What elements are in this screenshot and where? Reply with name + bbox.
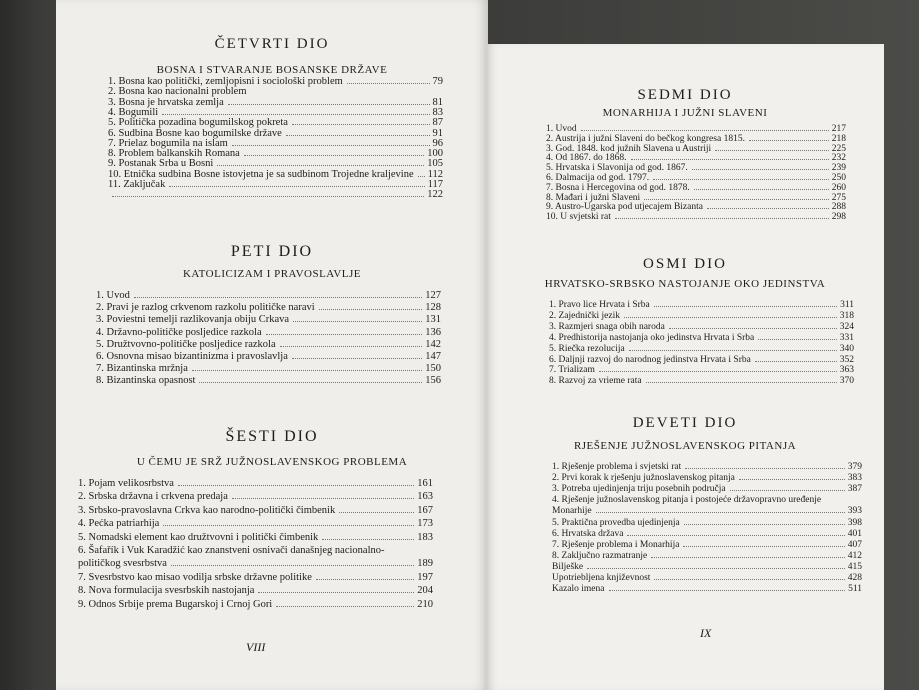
toc-entry-title: 2. Srbska državna i crkvena predaja — [78, 491, 228, 503]
toc-entry-title: 5. Hrvatska i Slavonija od god. 1867. — [546, 163, 688, 174]
toc-entry-title: 6. Osnovna misao bizantinizma i pravoslavlja — [96, 351, 288, 362]
dot-leader — [730, 490, 845, 491]
toc-page-number: 387 — [847, 484, 862, 495]
toc-entry-title: 4. Rješenje južnoslavenskog pitanja i postojeće državopravno uređenje — [552, 495, 822, 506]
toc-entry-title: Monarhije — [552, 506, 592, 517]
dot-leader — [339, 512, 414, 513]
toc-row — [549, 300, 854, 310]
toc-row — [96, 339, 441, 350]
dot-leader — [292, 358, 422, 359]
toc-row — [546, 212, 846, 222]
toc-row — [78, 599, 433, 610]
toc-entry-title: 9. Odnos Srbije prema Bugarskoj i Crnoj Gori — [78, 598, 273, 610]
toc-entry-title: 8. Zaključno razmatranje — [552, 550, 648, 561]
dot-leader — [599, 371, 837, 372]
toc-row — [546, 202, 846, 212]
toc-row — [78, 585, 433, 596]
toc-entry-title: 3. Bosna je hrvatska zemlja — [108, 96, 224, 108]
dot-leader — [651, 557, 845, 558]
dot-leader — [644, 199, 829, 200]
dot-leader — [694, 189, 829, 190]
dot-leader — [749, 140, 829, 141]
toc-entry-title: 7. Rješenje problema i Monarhija — [552, 539, 680, 550]
part6-subtitle: U ČEMU JE SRŽ JUŽNOSLAVENSKOG PROBLEMA — [136, 456, 408, 468]
toc-page-number: 260 — [831, 182, 846, 193]
toc-page-number: 163 — [417, 491, 433, 503]
toc-page-number: 105 — [427, 158, 443, 170]
dot-leader — [169, 186, 424, 187]
toc-entry-title: 5. Riečka rezolucija — [549, 343, 625, 354]
dot-leader — [258, 592, 414, 593]
part7-heading: SEDMI DIO — [637, 87, 733, 103]
dot-leader — [178, 485, 414, 486]
part5-subtitle: KATOLICIZAM I PRAVOSLAVLJE — [182, 268, 362, 280]
toc-page-number: 331 — [839, 332, 854, 343]
dot-leader — [418, 176, 425, 177]
dot-leader — [232, 498, 414, 499]
toc-page-number: 383 — [847, 473, 862, 484]
toc-row — [546, 173, 846, 183]
dot-leader — [232, 145, 430, 146]
toc-entry-title: 1. Pravo lice Hrvata i Srba — [549, 300, 650, 310]
toc-page-number: 415 — [847, 561, 862, 572]
part5-heading: PETI DIO — [230, 243, 314, 260]
toc-page-number: 298 — [831, 212, 846, 223]
toc-entry-title: 2. Austrija i južni Slaveni do bečkog kongresa 1815. — [546, 133, 745, 144]
toc-row — [552, 584, 862, 594]
toc-page-number: 142 — [425, 338, 441, 350]
dot-leader — [707, 208, 829, 209]
dot-leader — [581, 130, 829, 131]
toc-page-number: 311 — [840, 300, 854, 310]
toc-row — [552, 484, 862, 494]
part6-heading: ŠESTI DIO — [225, 428, 319, 445]
toc-page-number: 318 — [839, 310, 854, 321]
dot-leader — [316, 579, 414, 580]
toc-row — [546, 153, 846, 163]
dot-leader — [685, 468, 844, 469]
toc-entry-title: 6. Daljnji razvoj do narodnog jedinstva Hrvata i Srba — [549, 354, 751, 365]
dot-leader — [654, 306, 837, 307]
toc-entry-title: 7. Bizantinska mržnja — [96, 363, 188, 375]
toc-page-number: 112 — [427, 168, 443, 180]
toc-entry-title: 1. Pojam velikosrbstva — [78, 478, 174, 489]
toc-row — [78, 491, 433, 502]
dot-leader — [692, 169, 829, 170]
toc-entry-title: 5. Družtvovno-političke posljedice razkola — [96, 338, 276, 350]
toc-entry-title: 2. Zajednički jezik — [549, 310, 620, 321]
toc-row — [78, 545, 433, 556]
toc-entry-title: 5. Nomadski element kao družtvovni i politički čimbenik — [78, 531, 319, 543]
toc-entry-title: 11. Zaključak — [108, 179, 166, 190]
toc-row — [546, 144, 846, 154]
toc-page-number: 412 — [847, 550, 862, 561]
toc-page-number: 407 — [847, 539, 862, 550]
dot-leader — [653, 179, 829, 180]
dot-leader — [280, 346, 423, 347]
toc-entry-title: 10. Etnička sudbina Bosne istovjetna je sa sudbinom Trojedne kraljevine — [108, 168, 414, 180]
toc-row — [549, 344, 854, 354]
dot-leader — [199, 382, 422, 383]
dot-leader — [322, 539, 414, 540]
toc-page-number: 232 — [831, 153, 846, 164]
dot-leader — [162, 114, 429, 115]
toc-page-number: 156 — [425, 375, 441, 387]
dot-leader — [755, 361, 837, 362]
toc-entry-title: 3. God. 1848. kod južnih Slavena u Austriji — [546, 143, 712, 154]
toc-entry-title: 8. Razvoj za vrieme rata — [549, 376, 642, 387]
toc-page-number: 379 — [847, 462, 862, 472]
toc-entry-title: 4. Pećka patriarhija — [78, 518, 160, 530]
dot-leader — [758, 339, 836, 340]
dot-leader — [276, 606, 414, 607]
toc-entry-title: 7. Prielaz bogumila na islam — [108, 137, 228, 149]
toc-row — [552, 529, 862, 539]
toc-entry-title: 3. Srbsko-pravoslavna Crkva kao narodno-politički čimbenik — [78, 504, 336, 516]
dot-leader — [112, 196, 424, 197]
toc-page-number: 225 — [831, 143, 846, 154]
toc-entry-title: 3. Razmjeri snaga obih naroda — [549, 321, 665, 332]
part9-subtitle: RJEŠENJE JUŽNOSLAVENSKOG PITANJA — [573, 440, 797, 452]
toc-entry-title: 9. Austro-Ugarska pod utjecajem Bizanta — [546, 202, 703, 213]
toc-page-number: 81 — [432, 96, 443, 108]
toc-row — [546, 163, 846, 173]
toc-row — [549, 365, 854, 375]
toc-entry-title: 2. Bosna kao nacionalni problem — [108, 86, 247, 98]
toc-row — [552, 551, 862, 561]
toc-page-number: 122 — [427, 189, 443, 201]
toc-entry-title: političkog svesrbstva — [78, 558, 167, 570]
toc-entry-title: 8. Problem balkanskih Romana — [108, 148, 240, 160]
toc-page-number: 150 — [425, 363, 441, 375]
dot-leader — [192, 370, 422, 371]
toc-entry-title: 7. Svesrbstvo kao misao vodilja srbske državne politike — [78, 571, 312, 583]
toc-page-number: 217 — [831, 124, 846, 134]
left-page — [56, 0, 488, 690]
toc-row — [546, 183, 846, 193]
dot-leader — [587, 568, 845, 569]
dot-leader — [286, 135, 430, 136]
dot-leader — [266, 334, 423, 335]
toc-entry-title: 2. Pravi je razlog crkvenom razkolu političke naravi — [96, 302, 315, 314]
dot-leader — [228, 104, 430, 105]
toc-row — [552, 562, 862, 572]
toc-page-number: 189 — [417, 558, 433, 570]
dot-leader — [293, 321, 422, 322]
toc-page-number: 401 — [847, 528, 862, 539]
toc-entry-title: 6. Sudbina Bosne kao bogumilske države — [108, 127, 282, 139]
toc-page-number: 363 — [839, 365, 854, 376]
toc-entry-title: Upotriebljena književnost — [552, 573, 651, 583]
toc-entry-title: 7. Trializam — [549, 365, 595, 376]
toc-page-number: 128 — [425, 302, 441, 314]
toc-row — [96, 327, 441, 338]
toc-entry-title: 10. U svjetski rat — [546, 212, 611, 223]
toc-page-number: 393 — [847, 506, 862, 517]
part8-subtitle: HRVATSKO-SRBSKO NASTOJANJE OKO JEDINSTVA — [544, 278, 826, 290]
dot-leader — [609, 590, 846, 591]
toc-entry-title: Bilješke — [552, 561, 584, 572]
toc-page-number: 370 — [839, 376, 854, 387]
toc-row — [546, 124, 846, 134]
dot-leader — [319, 309, 423, 310]
dot-leader — [646, 382, 837, 383]
part7-subtitle: MONARHIJA I JUŽNI SLAVENI — [602, 107, 768, 119]
toc-entry-title: 1. Bosna kao politički, zemljopisni i sociološki problem — [108, 76, 343, 87]
dot-leader — [684, 524, 845, 525]
toc-page-number: 167 — [417, 504, 433, 516]
toc-entry-title: 1. Uvod — [546, 124, 577, 134]
toc-row — [78, 518, 433, 529]
toc-entry-title: 3. Potreba ujedinjenja triju posebnih područja — [552, 484, 726, 495]
toc-page-number: 288 — [831, 202, 846, 213]
toc-entry-title: 5. Politička pozadina bogumilskog pokreta — [108, 117, 288, 129]
toc-page-number: 79 — [432, 76, 443, 87]
toc-page-number: 511 — [848, 584, 862, 595]
toc-entry-title: 8. Mađari i južni Slaveni — [546, 192, 641, 203]
toc-row — [552, 506, 862, 516]
toc-row — [552, 462, 862, 472]
toc-page-number: 83 — [432, 106, 443, 118]
toc-entry-title: Kazalo imena — [552, 584, 605, 595]
dot-leader — [715, 150, 829, 151]
dot-leader — [217, 165, 424, 166]
dot-leader — [163, 525, 414, 526]
toc-entry-title: 1. Rješenje problema i svjetski rat — [552, 462, 682, 472]
toc-row — [549, 376, 854, 386]
right-page — [486, 44, 884, 690]
dot-leader — [171, 565, 414, 566]
toc-page-number: 275 — [831, 192, 846, 203]
part8-heading: OSMI DIO — [643, 256, 727, 272]
toc-page-number: 197 — [417, 571, 433, 583]
toc-page-number: 173 — [417, 518, 433, 530]
dot-leader — [654, 579, 844, 580]
toc-page-number: 239 — [831, 163, 846, 174]
toc-page-number: 96 — [432, 137, 443, 149]
dot-leader — [627, 535, 844, 536]
toc-row — [552, 473, 862, 483]
dot-leader — [615, 218, 829, 219]
toc-row — [552, 573, 862, 583]
toc-row — [546, 134, 846, 144]
dot-leader — [134, 297, 422, 298]
toc-entry-title: 6. Hrvatska država — [552, 528, 624, 539]
toc-row — [546, 193, 846, 203]
toc-entry-title: 4. Državno-političke posljedice razkola — [96, 326, 262, 338]
toc-entry-title: 8. Nova formulacija svesrbskih nastojanja — [78, 585, 255, 597]
toc-page-number: 352 — [839, 354, 854, 365]
toc-row — [78, 558, 433, 569]
toc-page-number: 161 — [417, 478, 433, 489]
toc-row — [96, 290, 441, 301]
dot-leader — [669, 328, 837, 329]
dot-leader — [683, 546, 844, 547]
dot-leader — [347, 83, 430, 84]
toc-page-number: 91 — [432, 127, 443, 139]
toc-page-number: 147 — [425, 351, 441, 362]
toc-row — [96, 375, 441, 386]
toc-row — [78, 572, 433, 583]
toc-row — [96, 314, 441, 325]
toc-entry-title: 9. Postanak Srba u Bosni — [108, 158, 214, 170]
toc-page-number: 340 — [839, 343, 854, 354]
toc-entry-title: 4. Predhistorija nastojanja oko jedinstva Hrvata i Srba — [549, 332, 755, 343]
dot-leader — [596, 512, 845, 513]
toc-page-number: 324 — [839, 321, 854, 332]
toc-row — [552, 540, 862, 550]
dot-leader — [739, 479, 845, 480]
toc-page-number: 398 — [847, 517, 862, 528]
dot-leader — [624, 317, 837, 318]
toc-page-number: 218 — [831, 133, 846, 144]
toc-row — [552, 518, 862, 528]
toc-entry-title: 8. Bizantinska opasnost — [96, 375, 196, 387]
dot-leader — [244, 155, 424, 156]
toc-row — [96, 302, 441, 313]
toc-page-number: 210 — [417, 598, 433, 610]
toc-page-number: 250 — [831, 173, 846, 183]
toc-page-number: 428 — [847, 573, 862, 583]
dot-leader — [629, 350, 837, 351]
toc-row — [549, 311, 854, 321]
toc-row — [552, 495, 862, 505]
toc-row — [78, 478, 433, 489]
toc-row — [549, 322, 854, 332]
part4-subtitle: BOSNA I STVARANJE BOSANSKE DRŽAVE — [156, 64, 388, 76]
toc-entry-title: 4. Bogumili — [108, 106, 159, 118]
dot-leader — [292, 124, 430, 125]
toc-page-number: 131 — [425, 314, 441, 326]
page-folio-left: VIII — [246, 640, 266, 654]
toc-row — [96, 351, 441, 362]
toc-row — [78, 532, 433, 543]
toc-page-number: 183 — [417, 531, 433, 543]
toc-entry-title: 1. Uvod — [96, 290, 130, 301]
toc-entry-title: 6. Šafařík i Vuk Karadžić kao znanstveni osnivači današnjeg nacionalno- — [78, 545, 385, 556]
toc-page-number: 136 — [425, 326, 441, 338]
toc-row — [96, 363, 441, 374]
toc-entry-title: 3. Poviestni temelji razlikovanja obiju Crkava — [96, 314, 290, 326]
part9-heading: DEVETI DIO — [632, 415, 738, 431]
toc-entry-title: 7. Bosna i Hercegovina od god. 1878. — [546, 182, 690, 193]
toc-row — [78, 505, 433, 516]
toc-entry-title: 2. Prvi korak k rješenju južnoslavenskog pitanja — [552, 473, 735, 484]
toc-entry-title: 4. Od 1867. do 1868. — [546, 153, 627, 164]
toc-row — [549, 333, 854, 343]
dot-leader — [631, 159, 829, 160]
part4-heading: ČETVRTI DIO — [214, 36, 330, 52]
page-folio-right: IX — [700, 626, 712, 640]
toc-page-number: 204 — [417, 585, 433, 597]
toc-entry-title: 6. Dalmacija od god. 1797. — [546, 173, 650, 183]
toc-row — [549, 355, 854, 365]
toc-page-number: 100 — [427, 148, 443, 160]
toc-row — [108, 189, 443, 200]
toc-page-number: 117 — [427, 179, 443, 190]
toc-entry-title: 5. Praktična provedba ujedinjenja — [552, 517, 680, 528]
toc-page-number: 127 — [425, 290, 441, 301]
toc-page-number: 87 — [432, 117, 443, 129]
